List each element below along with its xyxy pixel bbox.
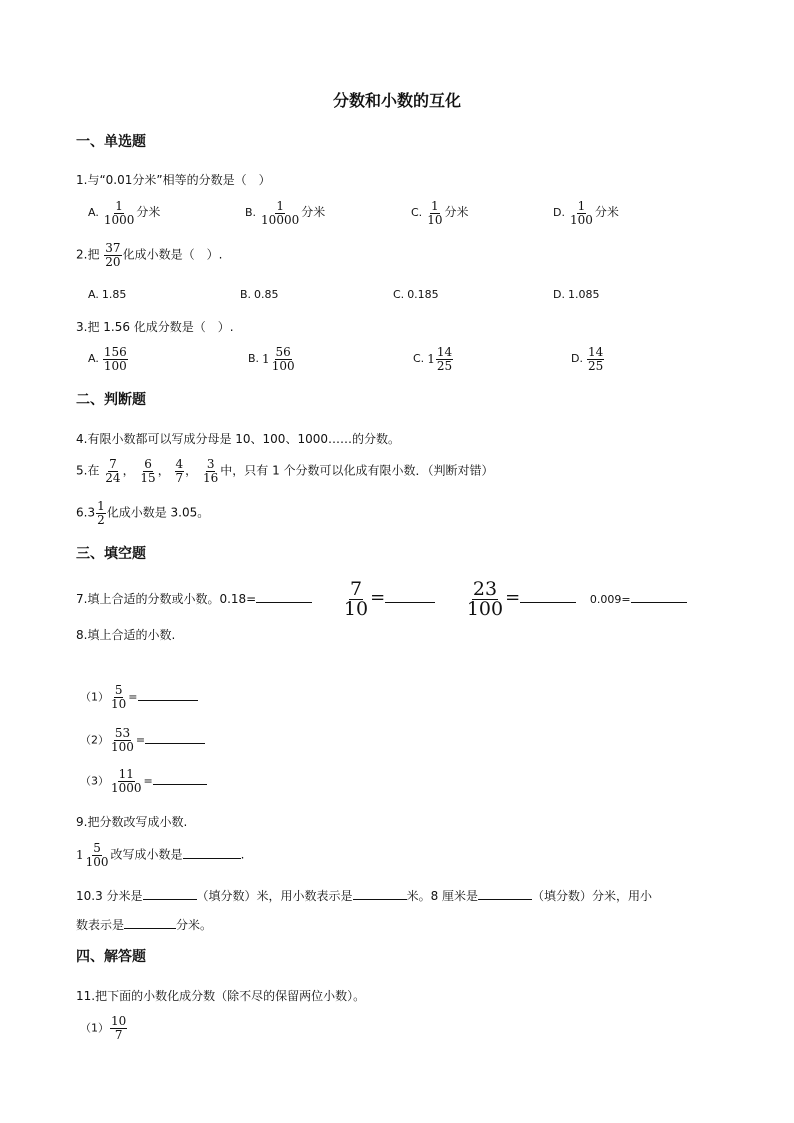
- fraction: $\frac{53}{100}$: [111, 726, 134, 754]
- option-letter: C.: [411, 206, 423, 220]
- answer-blank[interactable]: [256, 591, 312, 603]
- page-title: 分数和小数的互化: [332, 91, 461, 110]
- answer-blank[interactable]: [631, 591, 687, 603]
- fraction: $\frac{3}{16}$: [203, 457, 219, 485]
- q1-option-c[interactable]: [411, 200, 468, 226]
- section-heading-fill-blank: 三、填空题: [76, 546, 146, 562]
- fraction: $\frac{1}{100}$: [569, 199, 593, 227]
- unit-label: 分米: [594, 205, 619, 220]
- q3-option-a[interactable]: A. $\frac{156}{100}$: [88, 345, 127, 373]
- fraction: $\frac{7}{24}$: [105, 457, 121, 485]
- fraction: $\frac{6}{15}$: [140, 457, 156, 485]
- fraction: $\frac{4}{7}$: [175, 457, 184, 485]
- option-letter: D.: [553, 206, 565, 220]
- question-7: 7.填上合适的分数或小数。0.18= $\frac{7}{10}$ = $\frac{23}{100}$ = 0.009=: [76, 580, 687, 619]
- answer-blank[interactable]: [183, 847, 241, 859]
- section-heading-single-choice: 一、单选题: [76, 134, 146, 150]
- fraction: $\frac{1}{2}$: [97, 499, 105, 527]
- q8-item-3: （3） $\frac{11}{1000}$ =: [80, 768, 207, 794]
- q2-option-b[interactable]: B. 0.85: [240, 288, 279, 301]
- answer-blank[interactable]: [124, 917, 176, 929]
- q3-option-c[interactable]: C. 1 $\frac{14}{25}$: [413, 345, 453, 373]
- question-5: 5.在 $\frac{7}{24}$ ， $\frac{6}{15}$ ， $\frac{4}{7}$ ， $\frac{3}{16}$ 中，只有 1 个分数可以化成有限小数．（判断对错）: [76, 457, 494, 485]
- fraction: $\frac{10}{7}$: [111, 1014, 127, 1042]
- fraction: $\frac{7}{10}$: [343, 578, 369, 620]
- question-9-text: 9.把分数改写成小数.: [76, 815, 188, 829]
- fraction: $\frac{5}{100}$: [85, 841, 109, 869]
- answer-blank[interactable]: [153, 773, 207, 785]
- question-4-text: 4.有限小数都可以写成分母是 10、100、1000……的分数。: [76, 432, 400, 446]
- unit-label: 分米: [444, 205, 469, 220]
- fraction: $\frac{1}{10}$: [427, 199, 443, 227]
- question-10-line-1: 10.3 分米是 （填分数）米，用小数表示是 米。8 厘米是 （填分数）分米，用小: [76, 889, 653, 903]
- answer-blank[interactable]: [385, 591, 435, 603]
- question-3-text: 3.把 1.56 化成分数是（ ）.: [76, 320, 234, 334]
- question-1-text: 1.与“0.01分米”相等的分数是（ ）: [76, 173, 271, 187]
- option-letter: B.: [245, 206, 257, 220]
- fraction: $\frac{5}{10}$: [111, 683, 127, 711]
- q8-item-1: （1） $\frac{5}{10}$ =: [80, 684, 198, 710]
- option-letter: A.: [88, 206, 99, 220]
- fraction: $\frac{14}{25}$: [436, 345, 453, 373]
- question-11-text: 11.把下面的小数化成分数（除不尽的保留两位小数）。: [76, 989, 366, 1003]
- fraction: $\frac{1}{10000}$: [261, 199, 300, 227]
- unit-label: 分米: [301, 205, 326, 220]
- unit-label: 分米: [136, 205, 161, 220]
- q2-prefix: 2.把: [76, 247, 100, 262]
- answer-blank[interactable]: [478, 888, 532, 900]
- q2-option-a[interactable]: A. 1.85: [88, 288, 127, 301]
- fraction: $\frac{11}{1000}$: [111, 767, 142, 795]
- section-heading-answer: 四、解答题: [76, 949, 146, 965]
- q2-suffix: 化成小数是（ ）.: [122, 247, 223, 262]
- question-8-text: 8.填上合适的小数.: [76, 628, 176, 642]
- fraction: $\frac{156}{100}$: [103, 345, 127, 373]
- answer-blank[interactable]: [138, 689, 198, 701]
- fraction: $\frac{23}{100}$: [466, 578, 504, 620]
- q2-option-c[interactable]: C. 0.185: [393, 288, 439, 301]
- q3-option-b[interactable]: B. 1 $\frac{56}{100}$: [248, 345, 295, 373]
- question-2: [76, 242, 222, 268]
- answer-blank[interactable]: [143, 888, 197, 900]
- q3-option-d[interactable]: D. $\frac{14}{25}$: [571, 345, 604, 373]
- fraction: $\frac{56}{100}$: [271, 345, 295, 373]
- q11-item-1: （1） $\frac{10}{7}$: [80, 1014, 127, 1042]
- section-heading-true-false: 二、判断题: [76, 392, 146, 408]
- q9-body: 1 $\frac{5}{100}$ 改写成小数是 .: [76, 841, 245, 869]
- q1-option-a[interactable]: [88, 200, 160, 226]
- question-10-line-2: 数表示是 分米。: [76, 918, 213, 932]
- q1-option-b[interactable]: [245, 200, 325, 226]
- fraction: $\frac{1}{1000}$: [103, 199, 135, 227]
- q8-item-2: （2） $\frac{53}{100}$ =: [80, 727, 205, 753]
- fraction: $\frac{37}{20}$: [105, 241, 121, 269]
- q2-option-d[interactable]: D. 1.085: [553, 288, 600, 301]
- answer-blank[interactable]: [520, 591, 576, 603]
- fraction: $\frac{14}{25}$: [587, 345, 604, 373]
- answer-blank[interactable]: [145, 732, 205, 744]
- q1-option-d[interactable]: [553, 200, 619, 226]
- answer-blank[interactable]: [353, 888, 407, 900]
- question-6: 6.3 $\frac{1}{2}$ 化成小数是 3.05。: [76, 499, 210, 527]
